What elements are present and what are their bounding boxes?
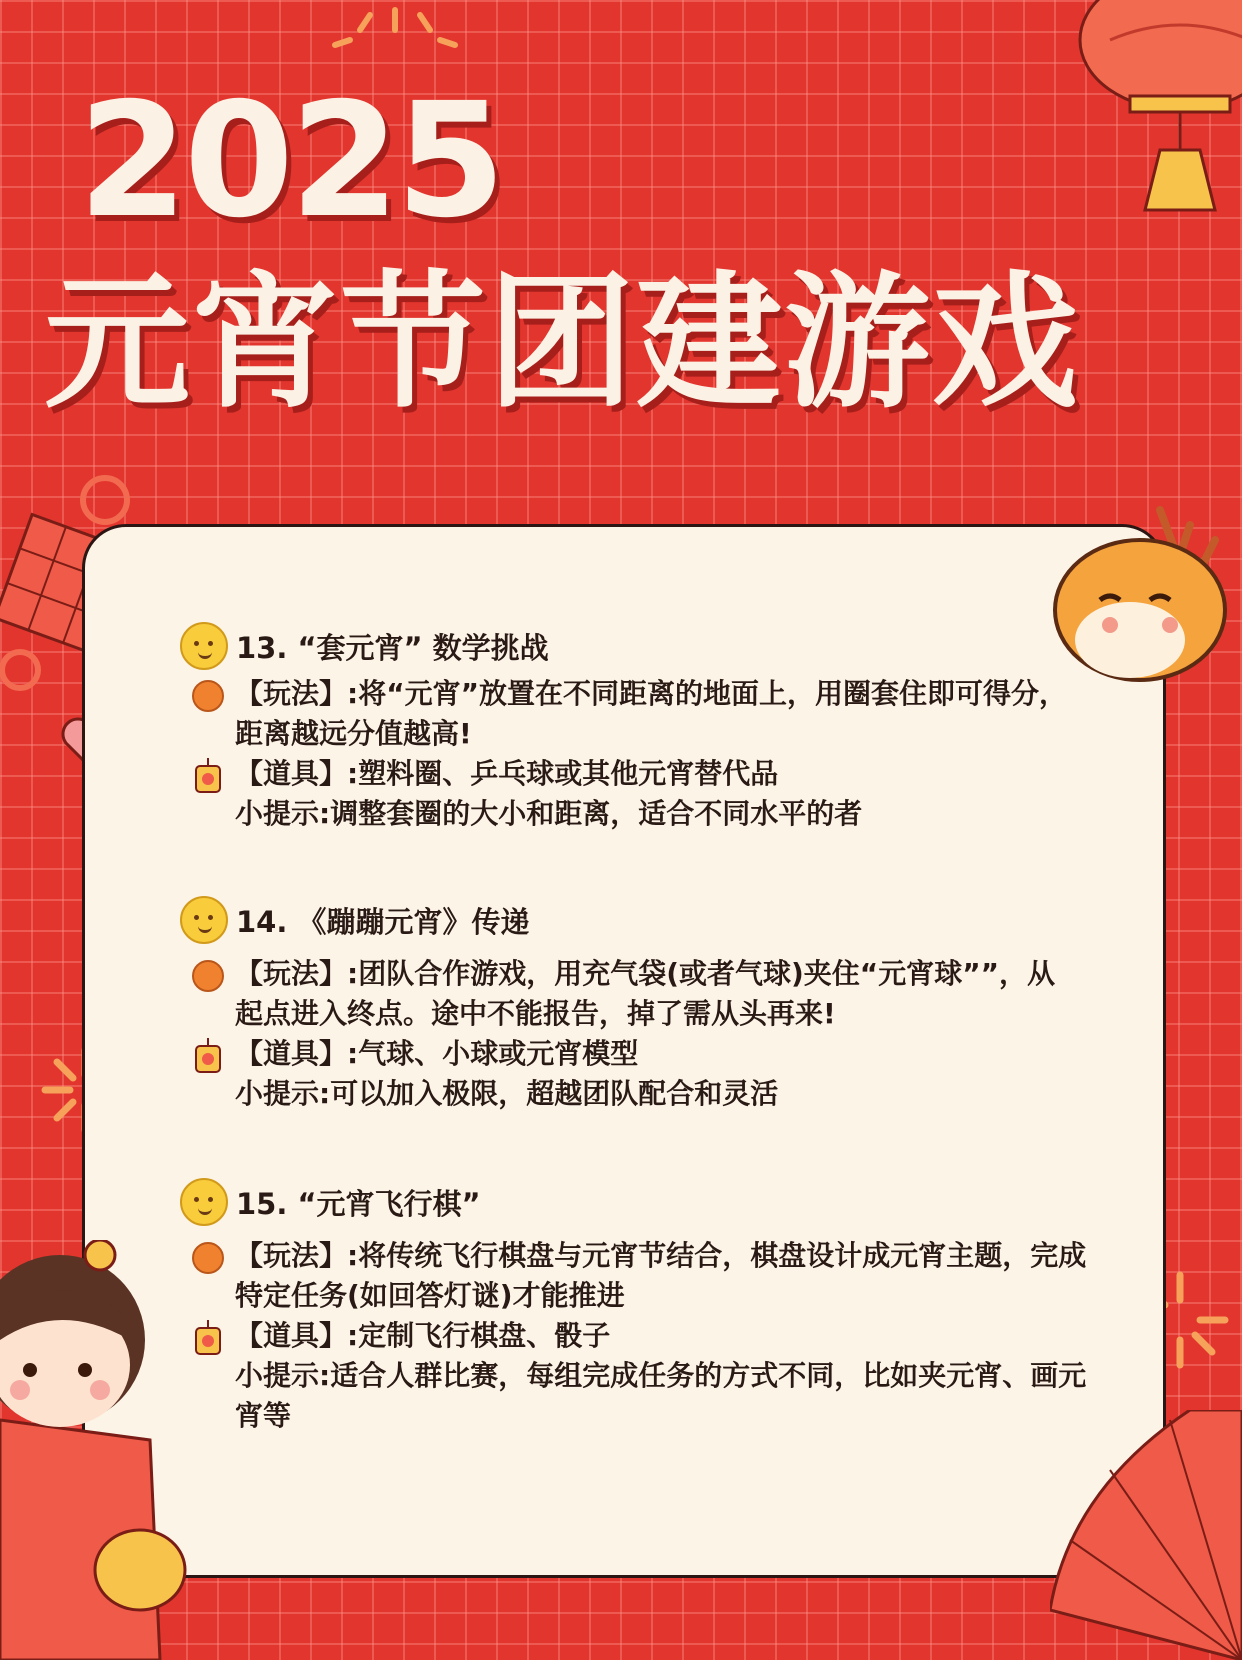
- smiley-icon: [180, 622, 228, 670]
- game-heading-row: [180, 896, 529, 944]
- game-props-line: 【道具】:塑料圈、乒乓球或其他元宵替代品: [235, 757, 779, 790]
- firecracker-jar-icon: [194, 1320, 222, 1356]
- game-tip-line: 小提示:可以加入极限，超越团队配合和灵活: [235, 1077, 779, 1110]
- orange-dot-icon: [192, 960, 224, 992]
- game-tip-line: 小提示:适合人群比赛，每组完成任务的方式不同，比如夹元宵、画元: [235, 1359, 1087, 1392]
- game-rule-line: 起点进入终点。途中不能报告，掉了需从头再来!: [235, 997, 836, 1030]
- header-year: 2025: [78, 69, 502, 253]
- fan-icon: [1050, 1410, 1242, 1660]
- lantern-icon: [1050, 0, 1242, 220]
- game-props-line: 【道具】:气球、小球或元宵模型: [235, 1037, 639, 1070]
- game-heading-row: [180, 1178, 481, 1226]
- game-rule-line: 【玩法】:将“元宵”放置在不同距离的地面上，用圈套住即可得分，: [235, 677, 1068, 710]
- orange-dot-icon: [192, 1242, 224, 1274]
- game-heading: 13. “套元宵” 数学挑战: [236, 630, 549, 665]
- smiley-icon: [180, 1178, 228, 1226]
- firecracker-jar-icon: [194, 758, 222, 794]
- header-title: 元宵节团建游戏: [44, 258, 1080, 428]
- firework-icon: [330, 0, 460, 70]
- girl-illustration: [0, 1240, 200, 1660]
- game-tip-line: 宵等: [235, 1399, 292, 1432]
- firecracker-jar-icon: [194, 1038, 222, 1074]
- orange-dot-icon: [192, 680, 224, 712]
- game-rule-line: 【玩法】:团队合作游戏，用充气袋(或者气球)夹住“元宵球””，从: [235, 957, 1056, 990]
- game-props-line: 【道具】:定制飞行棋盘、骰子: [235, 1319, 611, 1352]
- game-tip-line: 小提示:调整套圈的大小和距离，适合不同水平的者: [235, 797, 863, 830]
- game-heading: 15. “元宵飞行棋”: [236, 1186, 481, 1221]
- game-rule-line: 【玩法】:将传统飞行棋盘与元宵节结合，棋盘设计成元宵主题，完成: [235, 1239, 1087, 1272]
- game-rule-line: 特定任务(如回答灯谜)才能推进: [235, 1279, 625, 1312]
- smiley-icon: [180, 896, 228, 944]
- game-heading-row: [180, 622, 549, 670]
- game-heading: 14. 《蹦蹦元宵》传递: [236, 904, 530, 939]
- game-rule-line: 距离越远分值越高!: [235, 717, 472, 750]
- dragon-icon: [1040, 500, 1240, 700]
